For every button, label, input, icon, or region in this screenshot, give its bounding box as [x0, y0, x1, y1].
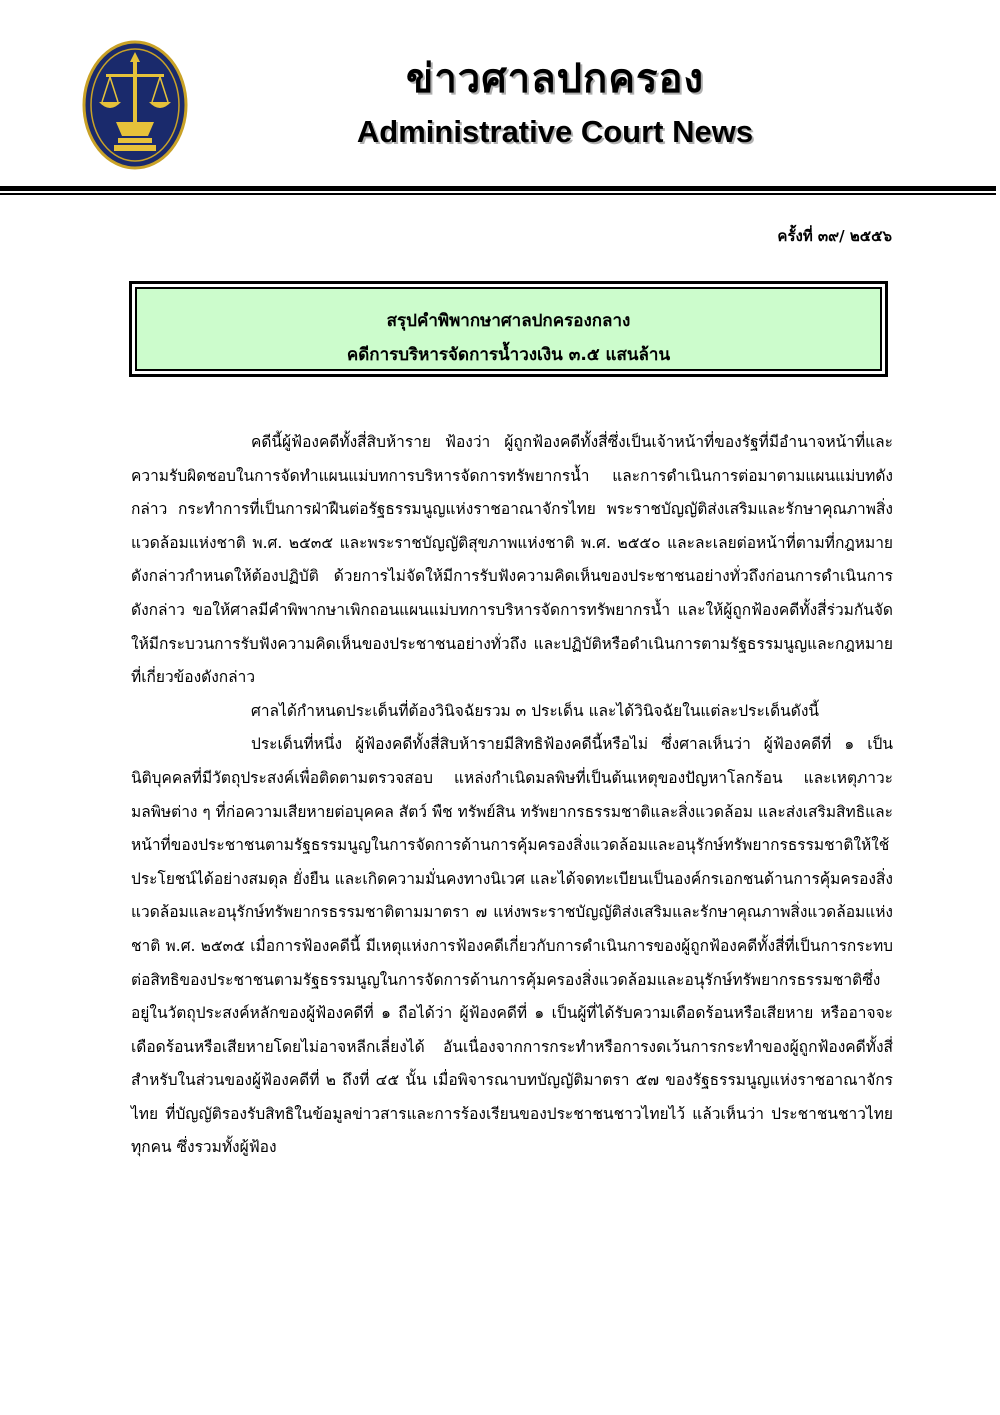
header-divider-thick — [0, 186, 996, 191]
issue-number: ครั้งที่ ๓๙/ ๒๕๕๖ — [777, 227, 892, 245]
summary-title-inner — [135, 287, 882, 371]
body-paragraph-1: คดีนี้ผู้ฟ้องคดีทั้งสี่สิบห้าราย ฟ้องว่า ผู้ถูกฟ้องคดีทั้งสี่ซึ่งเป็นเจ้าหน้าที่ของรัฐที่มีอำนาจหน้าที่และความรับผิดชอบในการจัดทำแผนแม่บทการบริหารจัดการทรัพยากรน้ำ และการดำเนินการต่อมาตามแผนแม่บทดังกล่าว กระทำการที่เป็นการฝ่าฝืนต่อรัฐธรรมนูญแห่งราชอาณาจักรไทย พระราชบัญญัติส่งเสริมและรักษาคุณภาพสิ่งแวดล้อมแห่งชาติ พ.ศ. ๒๕๓๕ และพระราชบัญญัติสุขภาพแห่งชาติ พ.ศ. ๒๕๕๐ และละเลยต่อหน้าที่ตามที่กฎหมายดังกล่าวกำหนดให้ต้องปฏิบัติ ด้วยการไม่จัดให้มีการรับฟังความคิดเห็นของประชาชนอย่างทั่วถึงก่อนการดำเนินการดังกล่าว ขอให้ศาลมีคำพิพากษาเพิกถอนแผนแม่บทการบริหารจัดการทรัพยากรน้ำ และให้ผู้ถูกฟ้องคดีทั้งสี่ร่วมกันจัดให้มีกระบวนการรับฟังความคิดเห็นของประชาชนอย่างทั่วถึง และปฏิบัติหรือดำเนินการตามรัฐธรรมนูญและกฎหมายที่เกี่ยวข้องดังกล่าว — [131, 433, 893, 687]
header-divider-thin — [0, 193, 996, 195]
body-paragraph-3: ประเด็นที่หนึ่ง ผู้ฟ้องคดีทั้งสี่สิบห้ารายมีสิทธิฟ้องคดีนี้หรือไม่ ซึ่งศาลเห็นว่า ผู้ฟ้องคดีที่ ๑ เป็นนิติบุคคลที่มีวัตถุประสงค์เพื่อติดตามตรวจสอบ แหล่งกำเนิดมลพิษที่เป็นต้นเหตุของปัญหาโลกร้อน และเหตุภาวะมลพิษต่าง ๆ ที่ก่อความเสียหายต่อบุคคล สัตว์ พืช ทรัพย์สิน ทรัพยากรธรรมชาติและสิ่งแวดล้อม และส่งเสริมสิทธิและหน้าที่ของประชาชนตามรัฐธรรมนูญในการจัดการด้านการคุ้มครองสิ่งแวดล้อมและอนุรักษ์ทรัพยากรธรรมชาติให้ใช้ประโยชน์ได้อย่างสมดุล ยั่งยืน และเกิดความมั่นคงทางนิเวศ และได้จดทะเบียนเป็นองค์กรเอกชนด้านการคุ้มครองสิ่งแวดล้อมและอนุรักษ์ทรัพยากรธรรมชาติตามมาตรา ๗ แห่งพระราชบัญญัติส่งเสริมและรักษาคุณภาพสิ่งแวดล้อมแห่งชาติ พ.ศ. ๒๕๓๕ เมื่อการฟ้องคดีนี้ มีเหตุแห่งการฟ้องคดีเกี่ยวกับการดำเนินการของผู้ถูกฟ้องคดีทั้งสี่ที่เป็นการกระทบต่อสิทธิของประชาชนตามรัฐธรรมนูญในการจัดการด้านการคุ้มครองสิ่งแวดล้อมและอนุรักษ์ทรัพยากรธรรมชาติซึ่งอยู่ในวัตถุประสงค์หลักของผู้ฟ้องคดีที่ ๑ ถือได้ว่า ผู้ฟ้องคดีที่ ๑ เป็นผู้ที่ได้รับความเดือดร้อนหรือเสียหาย หรืออาจจะเดือดร้อนหรือเสียหายโดยไม่อาจหลีกเลี่ยงได้ อันเนื่องจากการกระทำหรือการงดเว้นการกระทำของผู้ถูกฟ้องคดีทั้งสี่ สำหรับในส่วนของผู้ฟ้องคดีที่ ๒ ถึงที่ ๔๕ นั้น เมื่อพิจารณาบทบัญญัติมาตรา ๕๗ ของรัฐธรรมนูญแห่งราชอาณาจักรไทย ที่บัญญัติรองรับสิทธิในข้อมูลข่าวสารและการร้องเรียนของประชาชนชาวไทยไว้ แล้วเห็นว่า ประชาชนชาวไทยทุกคน ซึ่งรวมทั้งผู้ฟ้อง — [131, 735, 893, 1157]
article-body — [131, 426, 893, 1165]
summary-title-line-1: สรุปคำพิพากษาศาลปกครองกลาง — [386, 311, 631, 331]
summary-title-box — [129, 281, 888, 377]
newsletter-title-thai: ข่าวศาลปกครอง — [405, 56, 705, 102]
summary-title-line-2: คดีการบริหารจัดการน้ำวงเงิน ๓.๕ แสนล้าน — [346, 345, 671, 365]
scales-of-justice-emblem-icon — [82, 40, 188, 170]
newsletter-title-english: Administrative Court News — [356, 114, 754, 149]
body-paragraph-2: ศาลได้กำหนดประเด็นที่ต้องวินิจฉัยรวม ๓ ประเด็น และได้วินิจฉัยในแต่ละประเด็นดังนี้ — [251, 701, 819, 720]
page-header — [0, 0, 1000, 190]
